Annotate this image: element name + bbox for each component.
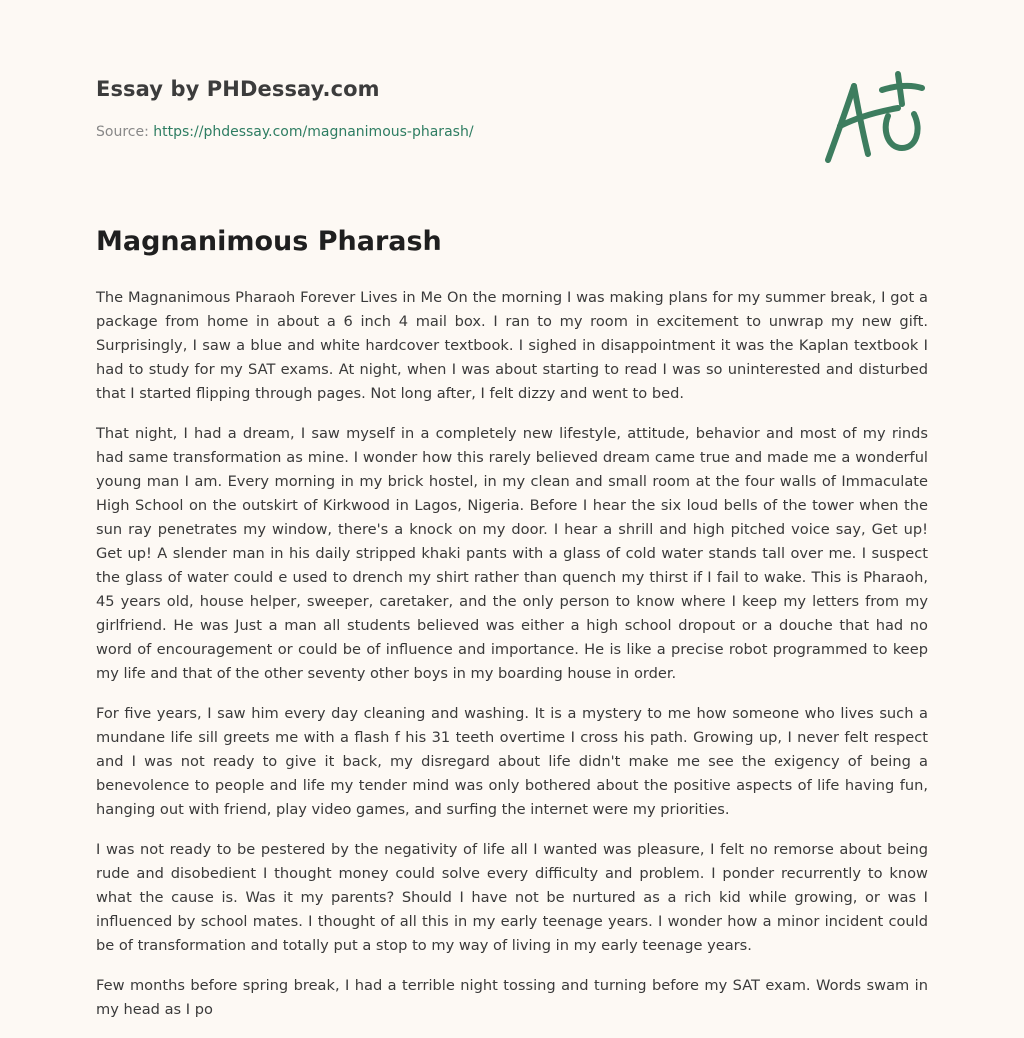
site-brand: Essay by PHDessay.com bbox=[96, 77, 380, 101]
paragraph: The Magnanimous Pharaoh Forever Lives in Me On the morning I was making plans for my summer break, I got a package from home in about a 6 inch 4 mail box. I ran to my room in excitement to unwrap my new gift. Surprisingly, I saw a blue and white hardcover textbook. I sighed in disappointment it was the Kaplan textbook I had to study for my SAT exams. At night, when I was about starting to read I was so uninterested and disturbed that I started flipping through pages. Not long after, I felt dizzy and went to bed. bbox=[96, 289, 928, 402]
source-line bbox=[96, 124, 474, 140]
essay-title: Magnanimous Pharash bbox=[96, 226, 442, 257]
source-link[interactable]: https://phdessay.com/magnanimous-pharash/ bbox=[153, 124, 474, 140]
source-label: Source: bbox=[96, 124, 154, 140]
essay-page bbox=[96, 0, 928, 1036]
a-plus-logo-icon bbox=[818, 68, 930, 168]
paragraph: That night, I had a dream, I saw myself in a completely new lifestyle, attitude, behavior and most of my rinds had same transformation as mine. I wonder how this rarely believed dream came true and made me a wonderful young man I am. Every morning in my brick hostel, in my clean and small room at the four walls of Immaculate High School on the outskirt of Kirkwood in Lagos, Nigeria. Before I hear the six loud bells of the tower when the sun ray penetrates my window, there's a knock on my door. I hear a shrill and high pitched voice say, Get up! Get up! A slender man in his daily stripped khaki pants with a glass of cold water stands tall over me. I suspect the glass of water could e used to drench my shirt rather than quench my thirst if I fail to wake. This is Pharaoh, 45 years old, house helper, sweeper, caretaker, and the only person to know where I keep my letters from my girlfriend. He was Just a man all students believed was either a high school dropout or a douche that had no word of encouragement or could be of influence and importance. He is like a precise robot programmed to keep my life and that of the other seventy other boys in my boarding house in order. bbox=[96, 425, 928, 682]
essay-body bbox=[96, 286, 928, 1038]
paragraph: I was not ready to be pestered by the negativity of life all I wanted was pleasure, I felt no remorse about being rude and disobedient I thought money could solve every difficulty and problem. I ponder recurrently to know what the cause is. Was it my parents? Should I have not be nurtured as a rich kid while growing, or was I influenced by school mates. I thought of all this in my early teenage years. I wonder how a minor incident could be of transformation and totally put a stop to my way of living in my early teenage years. bbox=[96, 841, 928, 954]
page-header bbox=[96, 0, 928, 180]
paragraph: Few months before spring break, I had a terrible night tossing and turning before my SAT exam. Words swam in my head as I po bbox=[96, 977, 928, 1018]
paragraph: For five years, I saw him every day cleaning and washing. It is a mystery to me how someone who lives such a mundane life sill greets me with a flash f his 31 teeth overtime I cross his path. Growing up, I never felt respect and I was not ready to give it back, my disregard about life didn't make me see the exigency of being a benevolence to people and life my tender mind was only bothered about the positive aspects of life having fun, hanging out with friend, play video games, and surfing the internet were my priorities. bbox=[96, 705, 928, 818]
